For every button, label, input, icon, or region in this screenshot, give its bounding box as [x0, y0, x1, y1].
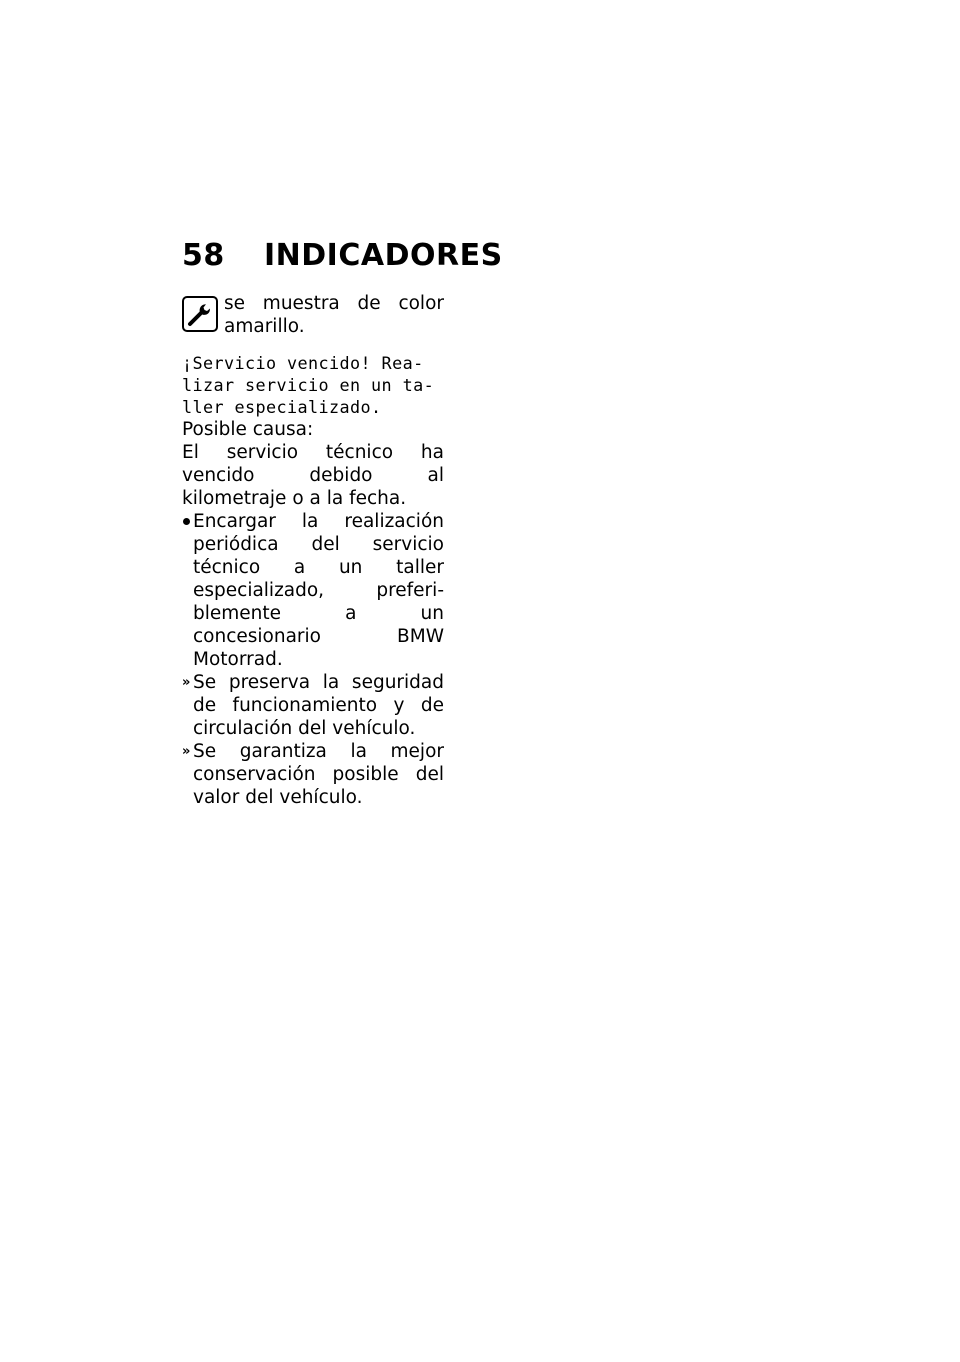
cause-label: Posible causa: — [182, 419, 314, 440]
action-text: Encargar la realización periódica del servicio técnico a un taller especializado, preferiblemente a un concesionario BMW Motorrad. — [193, 511, 444, 670]
result-marker: » — [182, 675, 191, 690]
page-header — [182, 238, 503, 278]
page-title: INDICADORES — [264, 238, 503, 273]
result-item — [182, 740, 444, 809]
content-column — [182, 292, 444, 809]
wrench-icon — [182, 296, 218, 332]
result-text: Se garantiza la mejor conservación posible del valor del vehículo. — [193, 741, 444, 808]
bullet-marker — [182, 510, 193, 525]
result-marker: » — [182, 744, 191, 759]
result-item — [182, 671, 444, 740]
result-text: Se preserva la seguridad de funcionamiento y de circulación del vehículo. — [193, 672, 444, 739]
intro-text: se muestra de color amarillo. — [224, 293, 444, 337]
intro-row — [182, 292, 444, 338]
action-item — [182, 510, 444, 671]
display-message: ¡Servicio vencido! Realizar servicio en un taller especializado. — [182, 353, 434, 417]
cause-text: El servicio técnico ha vencido debido al kilometraje o a la fecha. — [182, 442, 444, 509]
page-number: 58 — [182, 238, 225, 273]
